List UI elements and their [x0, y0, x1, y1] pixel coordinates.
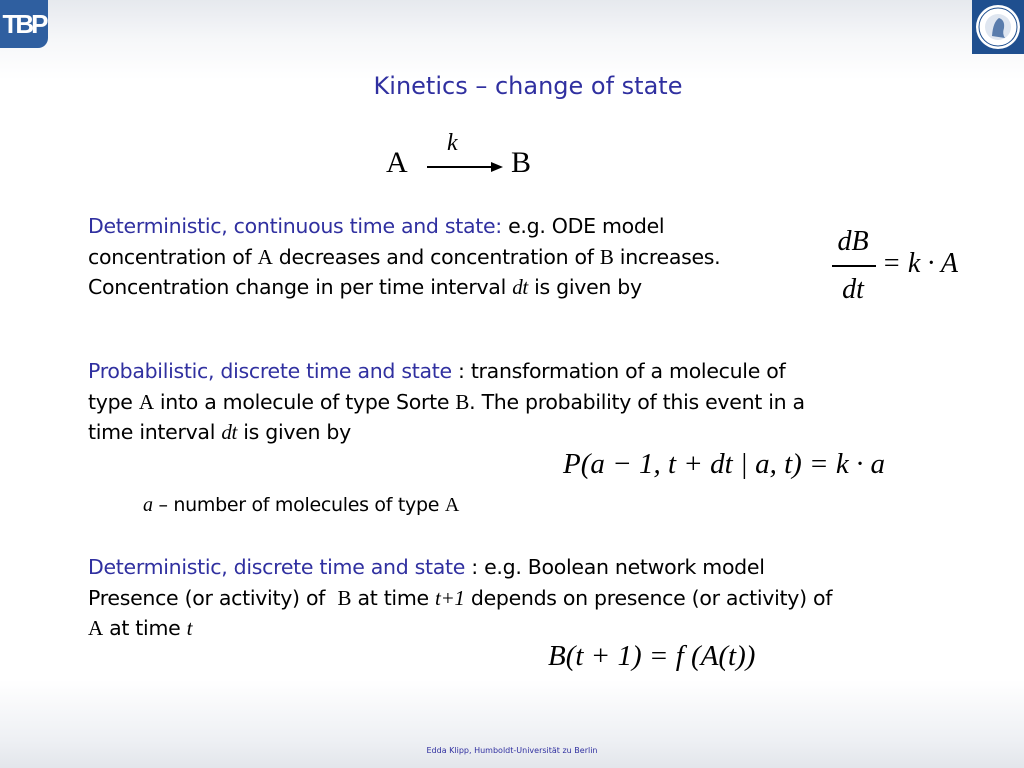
section-probabilistic: [88, 356, 968, 448]
reaction-species-b: B: [511, 146, 532, 179]
section-heading: Deterministic, discrete time and state: [88, 555, 466, 579]
text: type: [88, 389, 139, 414]
text: increases.: [613, 244, 721, 269]
var-b: B: [337, 585, 352, 610]
slide-title: Kinetics – change of state: [373, 72, 683, 100]
section-heading: Deterministic, continuous time and state:: [88, 214, 502, 238]
text: e.g. ODE model: [501, 214, 665, 238]
text: – number of molecules of type: [152, 494, 445, 516]
var-dt: dt: [221, 420, 238, 444]
section-deterministic-discrete: [88, 552, 968, 644]
text: at time: [351, 585, 436, 610]
eq1-numerator: dB: [837, 226, 869, 257]
university-seal-logo: [972, 0, 1024, 54]
text: decreases and concentration of: [272, 244, 600, 269]
var-b: B: [455, 389, 470, 414]
var-a-species: A: [444, 494, 460, 516]
var-a: A: [138, 389, 154, 414]
tbp-logo: TBP: [0, 0, 48, 48]
reaction-rate-constant: k: [447, 130, 458, 156]
text: : transformation of a molecule of: [451, 359, 786, 383]
text: Presence (or activity) of: [88, 585, 338, 610]
var-dt: dt: [512, 275, 528, 299]
text: . The probability of this event in a: [469, 389, 805, 414]
var-a: A: [88, 616, 103, 640]
eq3-boolean-update: B(t + 1) = f (A(t)): [548, 640, 756, 672]
var-b: B: [599, 244, 614, 269]
text: into a molecule of type Sorte: [153, 389, 456, 414]
eq1-fraction-bar: [832, 265, 876, 267]
reaction-arrow: [425, 160, 505, 174]
text: depends on presence (or activity) of: [464, 585, 833, 610]
reaction-species-a: A: [386, 146, 408, 179]
text: Concentration change in per time interval: [88, 275, 513, 299]
var-a: a: [143, 494, 153, 516]
text: time interval: [88, 420, 222, 444]
var-t-plus-1: t+1: [435, 585, 465, 610]
note-a-definition: [143, 494, 459, 517]
footer-credit: Edda Klipp, Humboldt-Universität zu Berlin: [426, 746, 598, 755]
text: at time: [102, 616, 187, 640]
text: is given by: [527, 275, 642, 299]
var-a: A: [257, 244, 273, 269]
text: concentration of: [88, 244, 258, 269]
section-heading: Probabilistic, discrete time and state: [88, 359, 452, 383]
text: is given by: [237, 420, 351, 444]
eq2-transition-probability: P(a − 1, t + dt | a, t) = k · a: [563, 448, 886, 480]
var-t: t: [186, 616, 193, 640]
text: : e.g. Boolean network model: [465, 555, 765, 579]
eq1-denominator: dt: [842, 274, 864, 305]
eq1-rhs: = k · A: [882, 248, 958, 279]
